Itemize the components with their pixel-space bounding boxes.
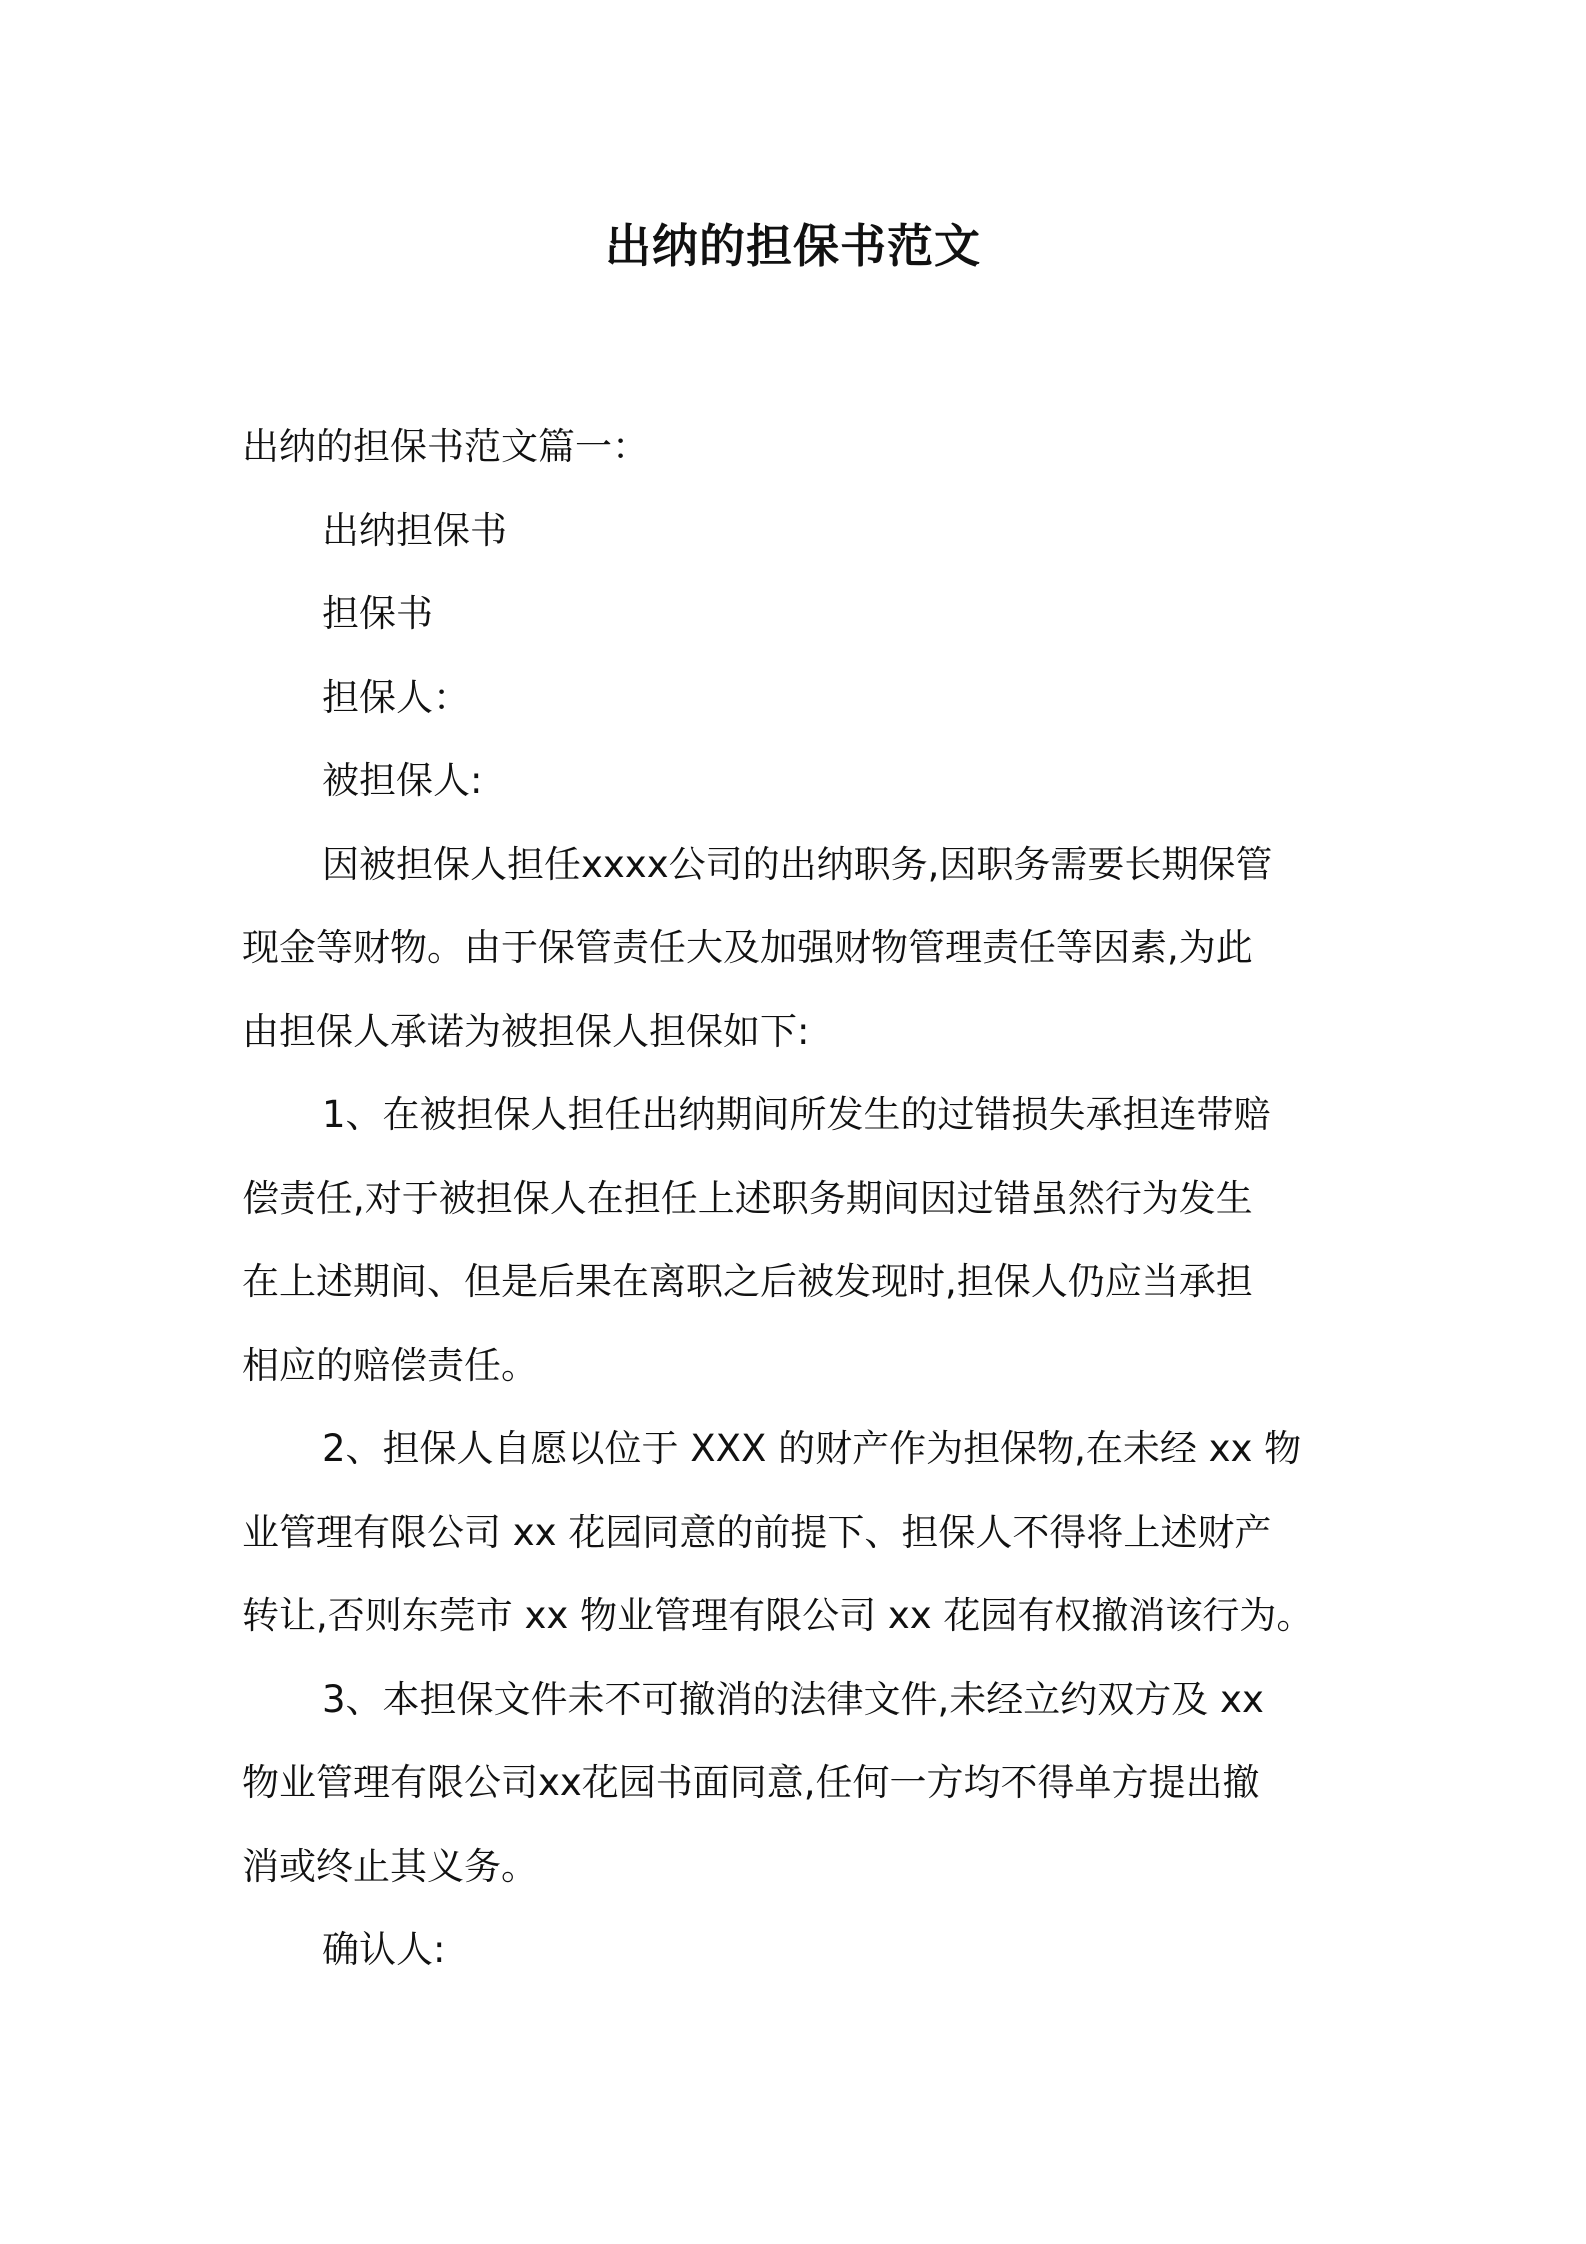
clause-2-line: 2、担保人自愿以位于 XXX 的财产作为担保物,在未经 xx 物 (322, 1427, 1302, 1470)
guarantor-label: 担保人： (322, 675, 470, 719)
paragraph-line: 现金等财物。由于保管责任大及加强财物管理责任等因素,为此 (242, 926, 1253, 969)
clause-3-line: 消或终止其义务。 (242, 1844, 538, 1888)
paragraph-line: 由担保人承诺为被担保人担保如下: (242, 1009, 810, 1053)
document-body (242, 405, 1362, 1992)
clause-1-line: 偿责任,对于被担保人在担任上述职务期间因过错虽然行为发生 (242, 1176, 1253, 1220)
guaranteed-party-label: 被担保人: (322, 759, 483, 802)
clause-1-line: 在上述期间、但是后果在离职之后被发现时,担保人仍应当承担 (242, 1260, 1253, 1303)
document-title: 出纳的担保书范文 (605, 219, 981, 273)
clause-1-line: 1、在被担保人担任出纳期间所发生的过错损失承担连带赔 (322, 1093, 1271, 1136)
clause-2-line: 业管理有限公司 xx 花园同意的前提下、担保人不得将上述财产 (242, 1510, 1272, 1554)
clause-3-line: 3、本担保文件未不可撤消的法律文件,未经立约双方及 xx (322, 1677, 1264, 1721)
confirmer-label: 确认人: (322, 1928, 446, 1971)
clause-3-line: 物业管理有限公司xx花园书面同意,任何一方均不得单方提出撤 (242, 1761, 1260, 1804)
doc-subtitle: 出纳担保书 (322, 508, 507, 552)
clause-2-line: 转让,否则东莞市 xx 物业管理有限公司 xx 花园有权撤消该行为。 (242, 1594, 1314, 1637)
clause-1-line: 相应的赔偿责任。 (242, 1343, 538, 1387)
section-heading: 出纳的担保书范文篇一： (242, 425, 649, 468)
paragraph-line: 因被担保人担任xxxx公司的出纳职务,因职务需要长期保管 (322, 842, 1273, 886)
doc-heading: 担保书 (322, 592, 433, 635)
